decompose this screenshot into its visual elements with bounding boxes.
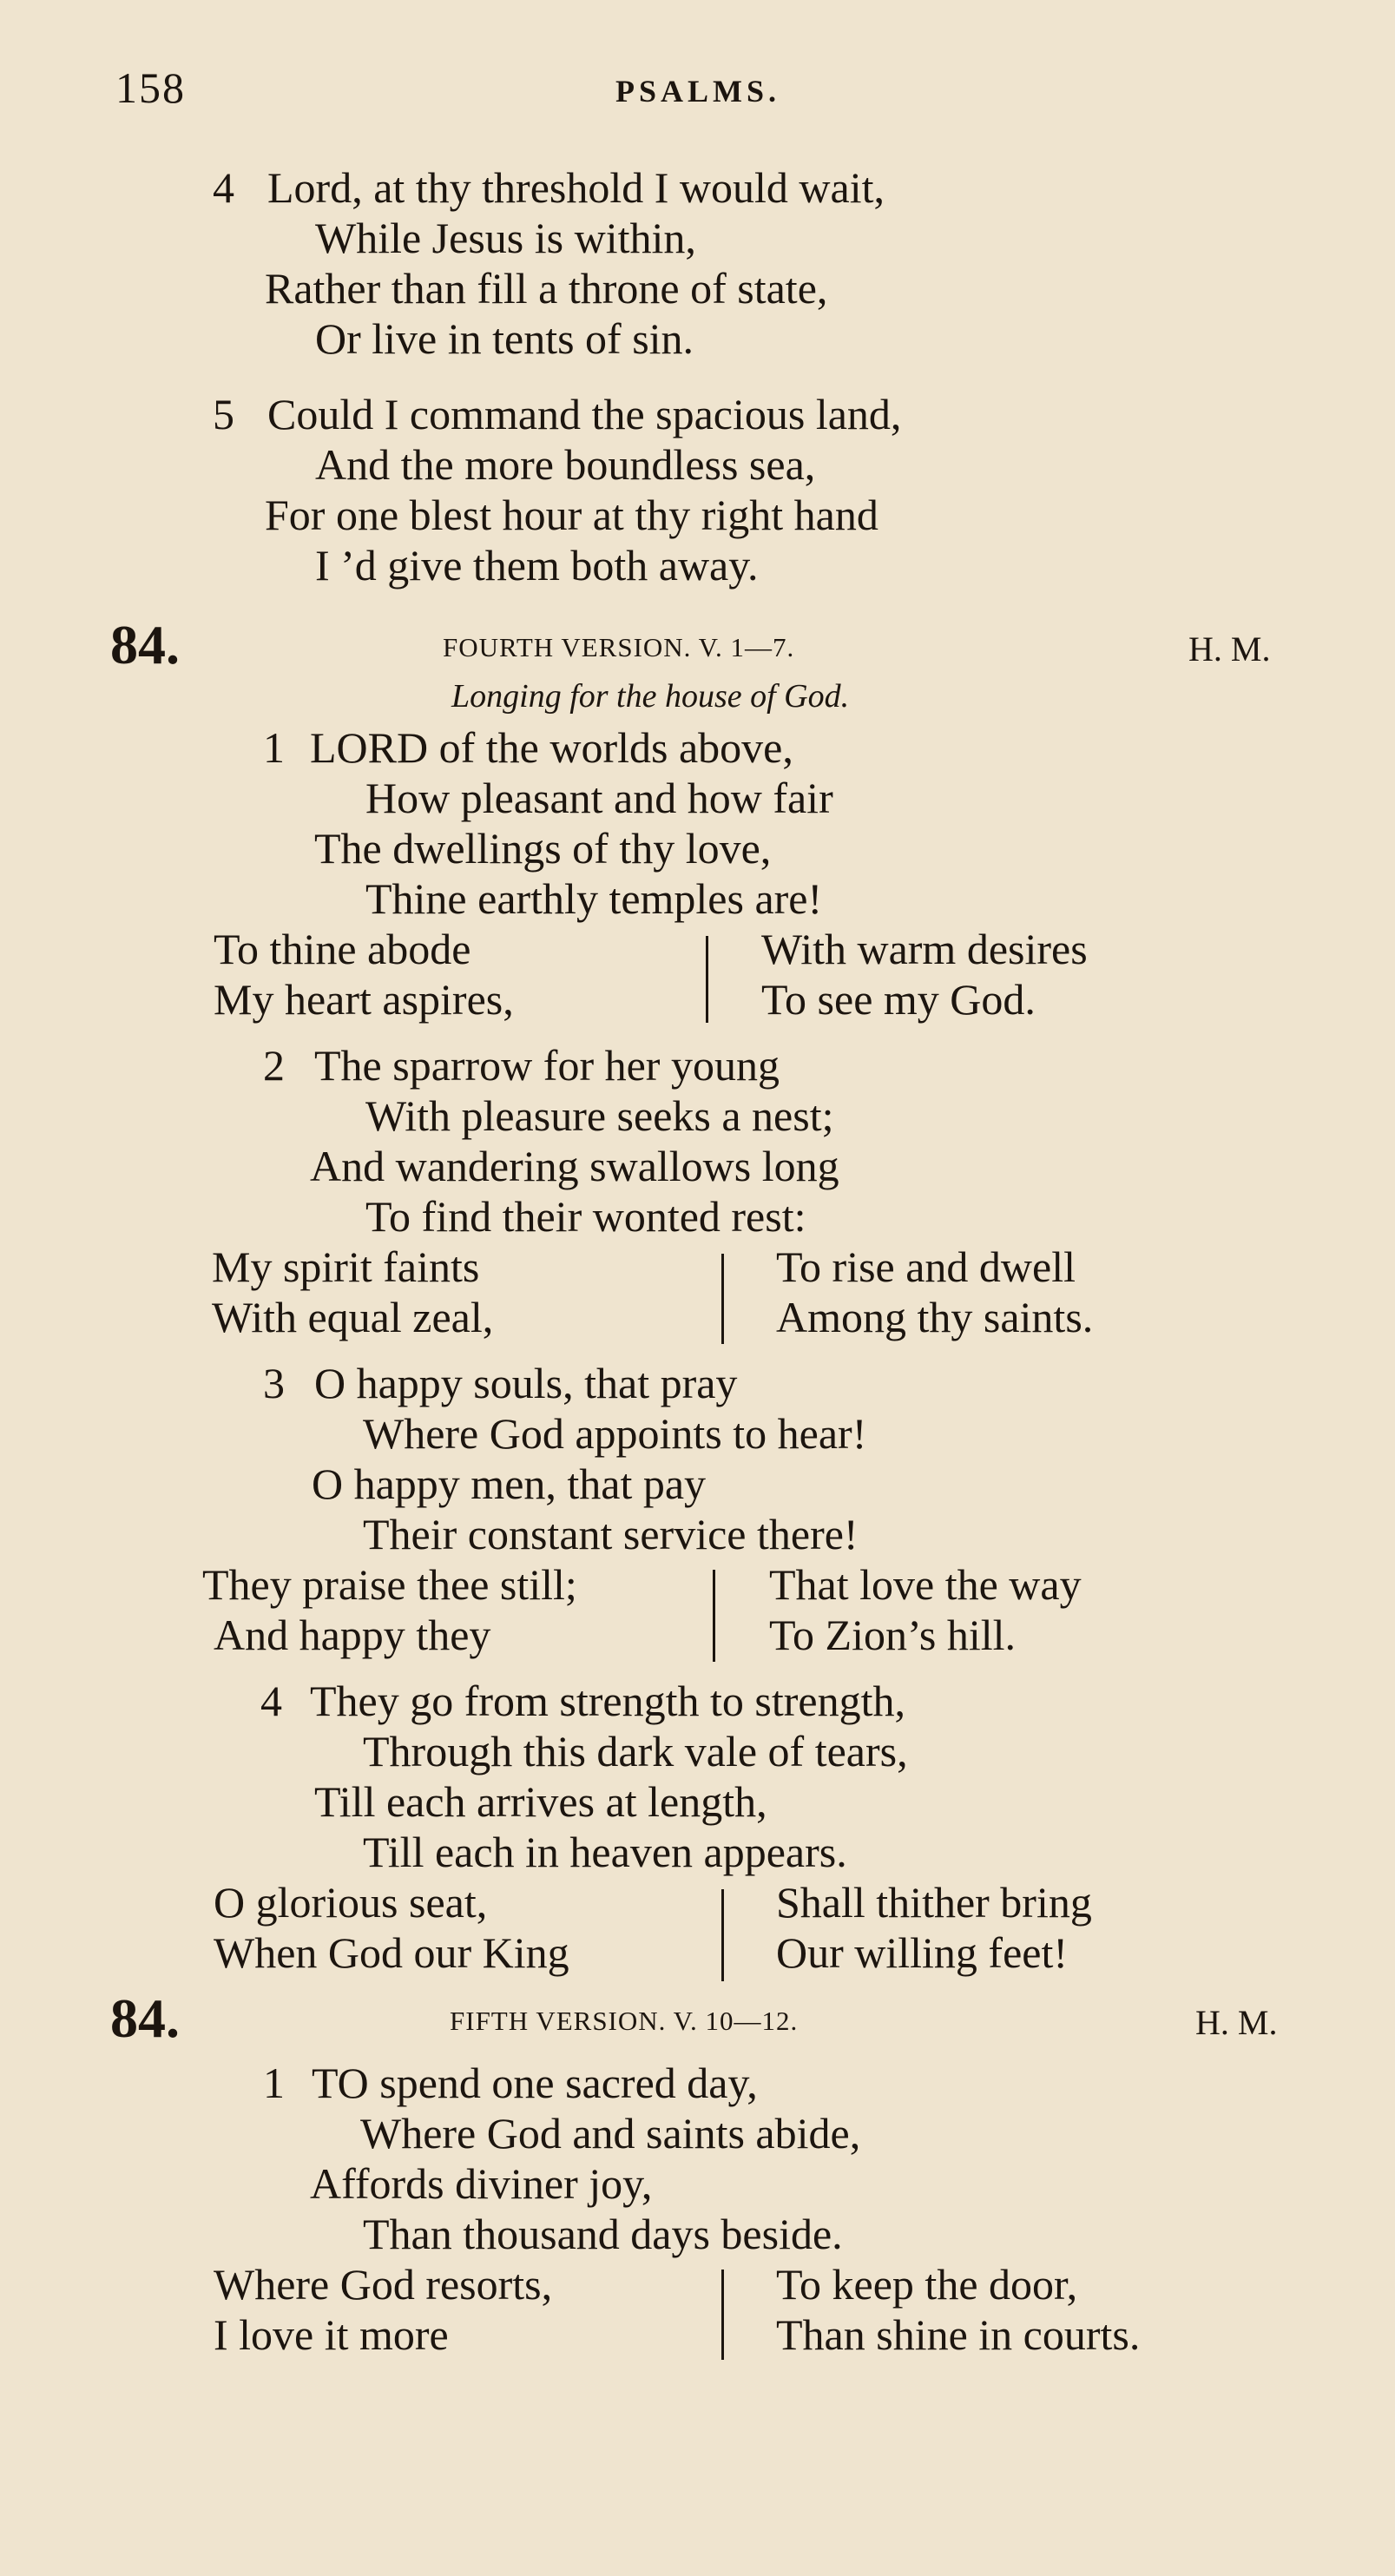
stanza-number: 2 <box>263 1041 285 1090</box>
meter-label: H. M. <box>1188 629 1271 669</box>
couplet-right-line: Than shine in courts. <box>776 2310 1141 2359</box>
couplet-left-line: They praise thee still; <box>202 1560 577 1609</box>
couplet-right-line: Among thy saints. <box>776 1293 1094 1341</box>
verse-line: Through this dark vale of tears, <box>363 1727 908 1776</box>
couplet-right-line: To Zion’s hill. <box>769 1611 1017 1659</box>
couplet-right-line: With warm desires <box>761 925 1088 973</box>
verse-line: To find their wonted rest: <box>365 1192 806 1241</box>
couplet-left-line: Where God resorts, <box>214 2260 553 2309</box>
page-number: 158 <box>115 63 186 112</box>
verse-line: The dwellings of thy love, <box>314 824 772 873</box>
couplet-left-line: My heart aspires, <box>214 975 514 1024</box>
couplet-divider <box>713 1570 715 1662</box>
hymn-number: 84. <box>110 1987 180 2049</box>
verse-line: LORD of the worlds above, <box>310 723 793 772</box>
stanza-number: 4 <box>260 1677 282 1725</box>
verse-line: The sparrow for her young <box>314 1041 780 1090</box>
couplet-left-line: And happy they <box>214 1611 491 1659</box>
stanza-number: 1 <box>263 723 285 772</box>
verse-line: I ’d give them both away. <box>315 541 759 590</box>
verse-line: TO spend one sacred day, <box>312 2059 758 2107</box>
verse-line: Than thousand days beside. <box>363 2210 843 2258</box>
couplet-left-line: I love it more <box>214 2310 449 2359</box>
hymn-subtitle: Longing for the house of God. <box>451 678 850 715</box>
verse-line: For one blest hour at thy right hand <box>265 491 878 539</box>
stanza-number: 1 <box>263 2059 285 2107</box>
couplet-right-line: To rise and dwell <box>776 1242 1076 1291</box>
hymn-number: 84. <box>110 614 180 675</box>
verse-line: O happy souls, that pray <box>314 1359 738 1407</box>
couplet-left-line: O glorious seat, <box>214 1878 488 1927</box>
running-title: PSALMS. <box>615 74 781 109</box>
verse-line: And the more boundless sea, <box>315 440 816 489</box>
couplet-divider <box>721 2270 724 2360</box>
verse-line: Or live in tents of sin. <box>315 314 694 363</box>
couplet-divider <box>721 1254 724 1344</box>
couplet-left-line: With equal zeal, <box>212 1293 494 1341</box>
verse-line: With pleasure seeks a nest; <box>365 1091 834 1140</box>
verse-line: Thine earthly temples are! <box>365 874 823 923</box>
verse-line: And wandering swallows long <box>310 1142 839 1190</box>
couplet-left-line: When God our King <box>214 1928 569 1977</box>
verse-line: Till each in heaven appears. <box>363 1828 847 1876</box>
couplet-right-line: Our willing feet! <box>776 1928 1069 1977</box>
couplet-right-line: That love the way <box>769 1560 1082 1609</box>
verse-line: How pleasant and how fair <box>365 774 833 822</box>
stanza-number: 4 <box>213 163 234 212</box>
version-heading: FOURTH VERSION. V. 1—7. <box>443 632 795 662</box>
verse-line: While Jesus is within, <box>315 214 696 262</box>
version-heading: FIFTH VERSION. V. 10—12. <box>450 2006 799 2036</box>
verse-line: They go from strength to strength, <box>310 1677 905 1725</box>
couplet-right-line: To keep the door, <box>776 2260 1078 2309</box>
couplet-right-line: Shall thither bring <box>776 1878 1092 1927</box>
verse-line: Where God and saints abide, <box>360 2109 861 2158</box>
couplet-divider <box>721 1889 724 1981</box>
meter-label: H. M. <box>1195 2003 1278 2042</box>
couplet-right-line: To see my God. <box>761 975 1036 1024</box>
verse-line: O happy men, that pay <box>312 1459 707 1508</box>
couplet-left-line: My spirit faints <box>212 1242 480 1291</box>
stanza-number: 5 <box>213 390 234 438</box>
verse-line: Could I command the spacious land, <box>267 390 902 438</box>
couplet-left-line: To thine abode <box>214 925 471 973</box>
verse-line: Rather than fill a throne of state, <box>265 264 828 313</box>
stanza-number: 3 <box>263 1359 285 1407</box>
verse-line: Their constant service there! <box>363 1510 859 1558</box>
verse-line: Till each arrives at length, <box>314 1777 767 1826</box>
verse-line: Where God appoints to hear! <box>363 1409 867 1458</box>
verse-line: Lord, at thy threshold I would wait, <box>267 163 885 212</box>
couplet-divider <box>706 936 708 1023</box>
verse-line: Affords diviner joy, <box>310 2159 653 2208</box>
